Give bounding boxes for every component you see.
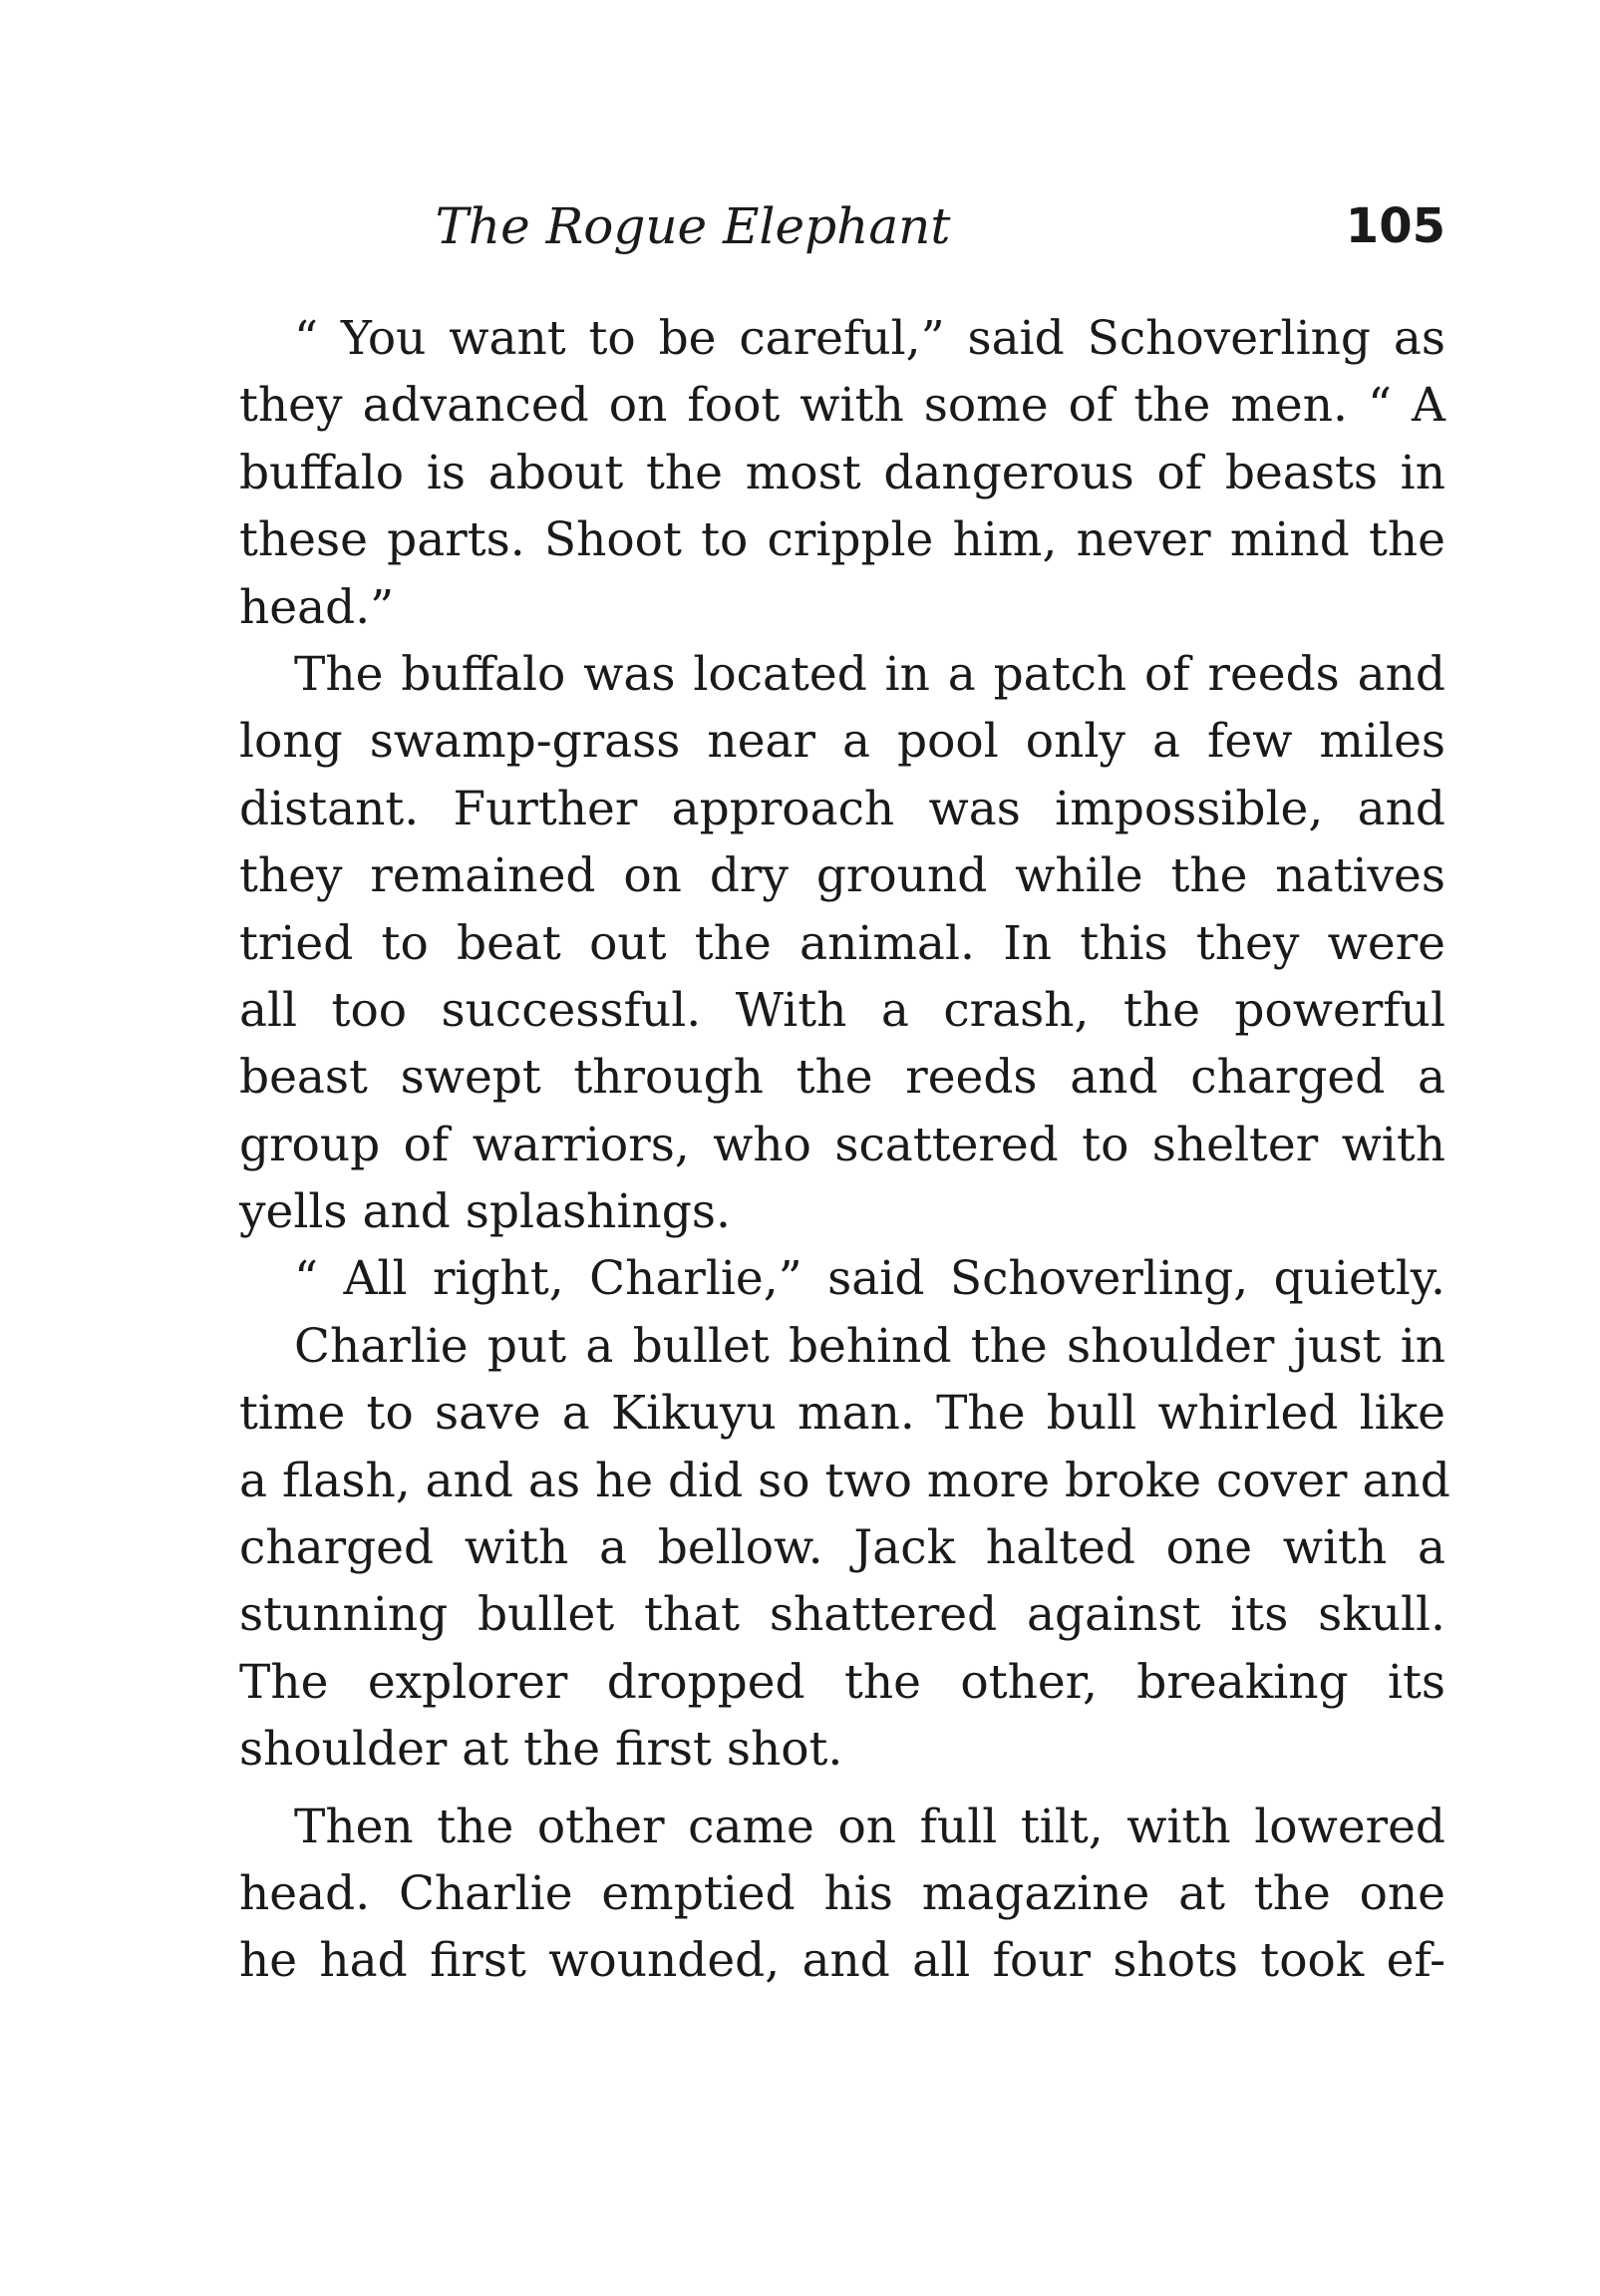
text-line: beast swept through the reeds and charged a — [239, 1050, 1445, 1106]
text-line: they remained on dry ground while the natives — [239, 848, 1445, 904]
text-line: head.” — [239, 579, 395, 635]
text-line: tried to beat out the animal. In this they were — [239, 915, 1445, 971]
running-head — [239, 191, 1445, 261]
text-line: all too successful. With a crash, the powerful — [239, 982, 1445, 1038]
text-line: head. Charlie emptied his magazine at the one — [239, 1865, 1445, 1921]
text-line: these parts. Shoot to cripple him, never mind the — [239, 512, 1445, 568]
text-line: time to save a Kikuyu man. The bull whirled like — [239, 1386, 1445, 1442]
text-line: “ All right, Charlie,” said Schoverling, quietly. — [294, 1251, 1445, 1307]
text-line: The buffalo was located in a patch of reeds and — [294, 646, 1445, 702]
text-line: buffalo is about the most dangerous of beasts in — [239, 445, 1445, 500]
body-text — [239, 305, 1450, 1995]
text-line: long swamp-grass near a pool only a few miles — [239, 714, 1445, 770]
text-line: a flash, and as he did so two more broke cover and — [239, 1453, 1450, 1508]
text-line: distant. Further approach was impossible, and — [239, 781, 1445, 836]
text-line: The explorer dropped the other, breaking its — [239, 1654, 1445, 1710]
text-line: shoulder at the first shot. — [239, 1722, 843, 1778]
text-line: yells and splashings. — [239, 1184, 731, 1240]
text-line: they advanced on foot with some of the men. “ A — [239, 378, 1445, 434]
text-line: “ You want to be careful,” said Schoverling as — [294, 311, 1445, 366]
text-line: group of warriors, who scattered to shelter with — [239, 1117, 1445, 1172]
text-line: Charlie put a bullet behind the shoulder just in — [294, 1318, 1445, 1374]
chapter-title: The Rogue Elephant — [435, 197, 951, 255]
text-line: stunning bullet that shattered against its skull. — [239, 1587, 1445, 1643]
page-number: 105 — [1345, 198, 1445, 254]
text-line: he had first wounded, and all four shots took ef- — [239, 1933, 1445, 1989]
text-line: Then the other came on full tilt, with lowered — [294, 1799, 1445, 1854]
text-line: charged with a bellow. Jack halted one with a — [239, 1520, 1445, 1576]
